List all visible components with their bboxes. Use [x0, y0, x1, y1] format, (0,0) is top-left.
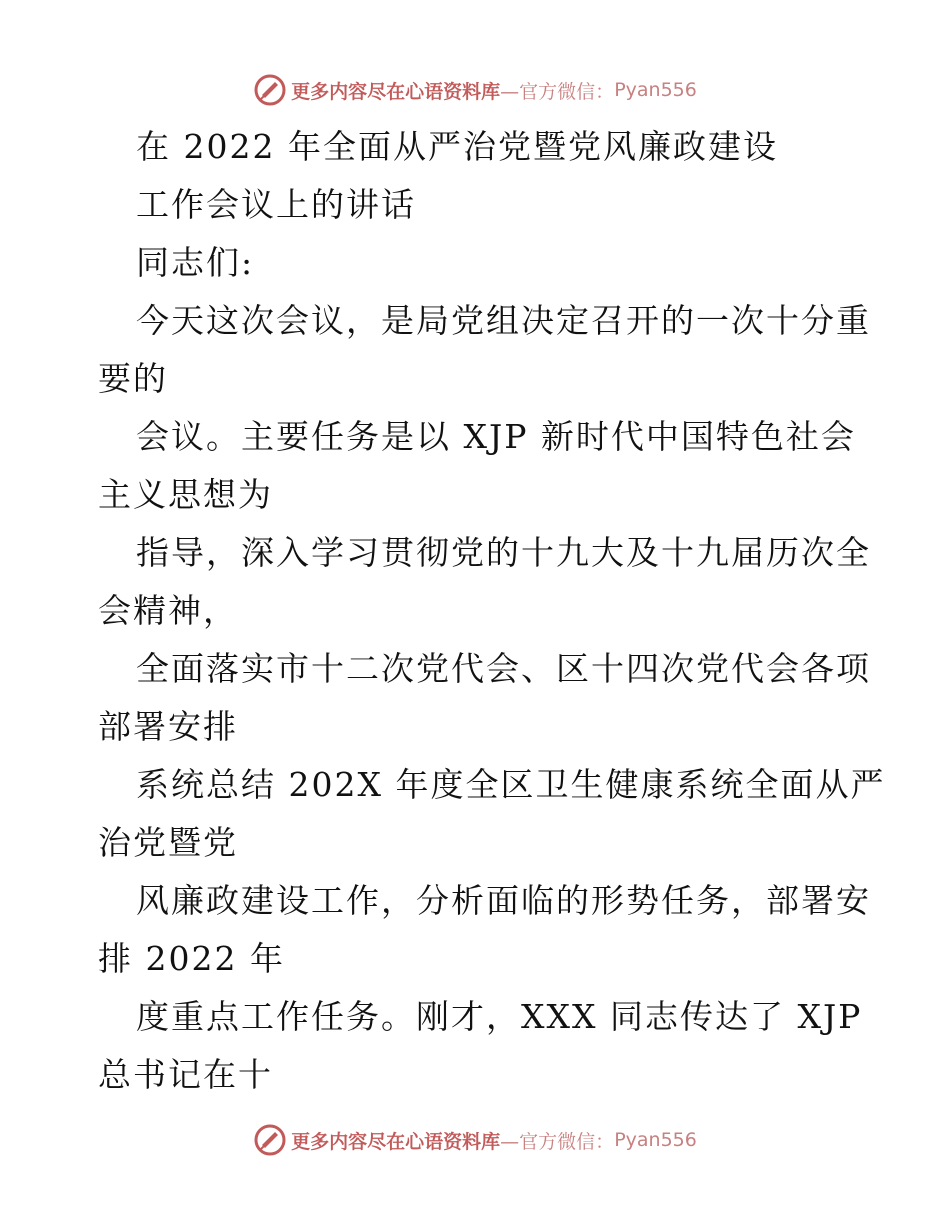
text-line: 部署安排 [98, 707, 238, 746]
text-line: 度重点工作任务。刚才，XXX 同志传达了 XJP [136, 997, 863, 1036]
watermark-account: Pyan556 [614, 79, 697, 101]
watermark-suffix: —官方微信： [500, 1130, 615, 1153]
text-line: 主义思想为 [98, 475, 273, 514]
watermark-header [0, 70, 950, 110]
text-line: 工作会议上的讲话 [136, 185, 416, 224]
text-line: 同志们: [136, 243, 255, 282]
text-line: 全面落实市十二次党代会、区十四次党代会各项 [136, 649, 871, 688]
text-line: 会精神， [98, 591, 238, 630]
text-line: 今天这次会议，是局党组决定召开的一次十分重 [136, 301, 871, 340]
text-line: 风廉政建设工作，分析面临的形势任务，部署安 [136, 881, 871, 920]
text-line: 治党暨党 [98, 823, 238, 862]
watermark-brand: 更多内容尽在心语资料库 [291, 1130, 501, 1153]
watermark-suffix: —官方微信： [500, 80, 615, 103]
watermark-account: Pyan556 [614, 1129, 697, 1151]
text-line: 在 2022 年全面从严治党暨党风廉政建设 [136, 127, 778, 166]
watermark-brand: 更多内容尽在心语资料库 [291, 80, 501, 103]
watermark-footer [0, 1120, 950, 1160]
text-line: 指导，深入学习贯彻党的十九大及十九届历次全 [136, 533, 871, 572]
text-line: 总书记在十 [98, 1055, 273, 1094]
document-body [98, 118, 886, 1104]
text-line: 要的 [98, 359, 168, 398]
text-line: 会议。主要任务是以 XJP 新时代中国特色社会 [136, 417, 856, 456]
brand-logo-icon [253, 73, 287, 107]
text-line: 系统总结 202X 年度全区卫生健康系统全面从严 [136, 765, 886, 804]
text-line: 排 2022 年 [98, 939, 285, 978]
brand-logo-icon [253, 1123, 287, 1157]
